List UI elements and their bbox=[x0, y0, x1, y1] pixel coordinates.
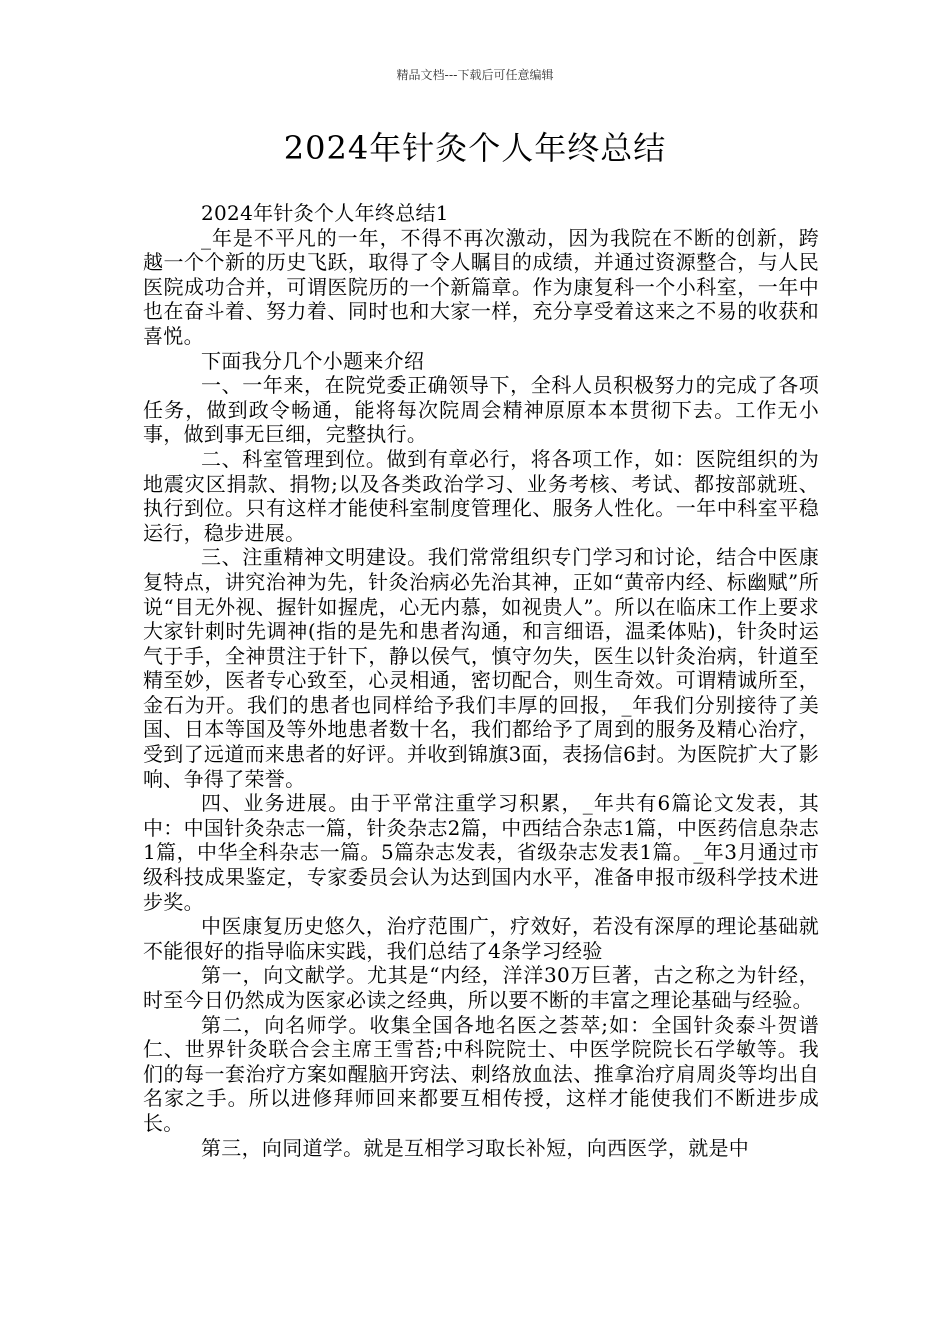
paragraph-point-three: 三、注重精神文明建设。我们常常组织专门学习和讨论，结合中医康复特点，讲究治神为先，针灸治病必先治其神，正如“黄帝内经、标幽赋”所说“目无外视、握针如握虎，心无内慕，如视贵人”。所以在临床工作上要求大家针刺时先调神(指的是先和患者沟通，和言细语，温柔体贴)，针灸时运气于手，全神贯注于针下，静以侯气，慎守勿失，医生以针灸治病，针道至精至妙，医者专心致至，心灵相通，密切配合，则生奇效。可谓精诚所至，金石为开。我们的患者也同样给予我们丰厚的回报，_年我们分别接待了美国、日本等国及等外地患者数十名，我们都给予了周到的服务及精心治疗，受到了远道而来患者的好评。并收到锦旗3面，表扬信6封。为医院扩大了影响、争得了荣誉。 bbox=[143, 545, 819, 791]
paragraph-experience-two: 第二，向名师学。收集全国各地名医之荟萃;如：全国针灸泰斗贺谱仁、世界针灸联合会主席王雪苔;中科院院士、中医学院院长石学敏等。我们的每一套治疗方案如醒脑开窍法、刺络放血法、推拿治疗肩周炎等均出自名家之手。所以进修拜师回来都要互相传授，这样才能使我们不断进步成长。 bbox=[143, 1012, 819, 1135]
paragraph-experience-intro: 中医康复历史悠久，治疗范围广，疗效好，若没有深厚的理论基础就不能很好的指导临床实践，我们总结了4条学习经验 bbox=[143, 914, 819, 963]
section-heading: 2024年针灸个人年终总结1 bbox=[201, 201, 449, 225]
paragraph-point-four: 四、业务进展。由于平常注重学习积累，_年共有6篇论文发表，其中：中国针灸杂志一篇，针灸杂志2篇，中西结合杂志1篇，中医药信息杂志1篇，中华全科杂志一篇。5篇杂志发表，省级杂志发表1篇。_年3月通过市级科技成果鉴定，专家委员会认为达到国内水平，准备申报市级科学技术进步奖。 bbox=[143, 791, 819, 914]
paragraph-point-two: 二、科室管理到位。做到有章必行，将各项工作，如：医院组织的为地震灾区捐款、捐物;以及各类政治学习、业务考核、考试、都按部就班、执行到位。只有这样才能使科室制度管理化、服务人性化。一年中科室平稳运行，稳步进展。 bbox=[143, 446, 819, 545]
page-header: 精品文档---下载后可任意编辑 bbox=[396, 68, 554, 82]
paragraph-point-one: 一、一年来，在院党委正确领导下，全科人员积极努力的完成了各项任务，做到政令畅通，能将每次院周会精神原原本本贯彻下去。工作无小事，做到事无巨细，完整执行。 bbox=[143, 373, 819, 447]
document-body bbox=[143, 201, 819, 1160]
paragraph-experience-three: 第三，向同道学。就是互相学习取长补短，向西医学，就是中 bbox=[201, 1135, 750, 1160]
paragraph-experience-one: 第一，向文献学。尤其是“内经，洋洋30万巨著，古之称之为针经，时至今日仍然成为医家必读之经典，所以要不断的丰富之理论基础与经验。 bbox=[143, 963, 819, 1012]
paragraph-intro: _年是不平凡的一年，不得不再次激动，因为我院在不断的创新，跨越一个个新的历史飞跃，取得了令人瞩目的成绩，并通过资源整合，与人民医院成功合并，可谓医院历的一个新篇章。作为康复科一个小科室，一年中也在奋斗着、努力着、同时也和大家一样，充分享受着这来之不易的收获和喜悦。 bbox=[143, 225, 819, 348]
paragraph-outline: 下面我分几个小题来介绍 bbox=[201, 348, 425, 373]
document-title: 2024年针灸个人年终总结 bbox=[283, 129, 667, 167]
